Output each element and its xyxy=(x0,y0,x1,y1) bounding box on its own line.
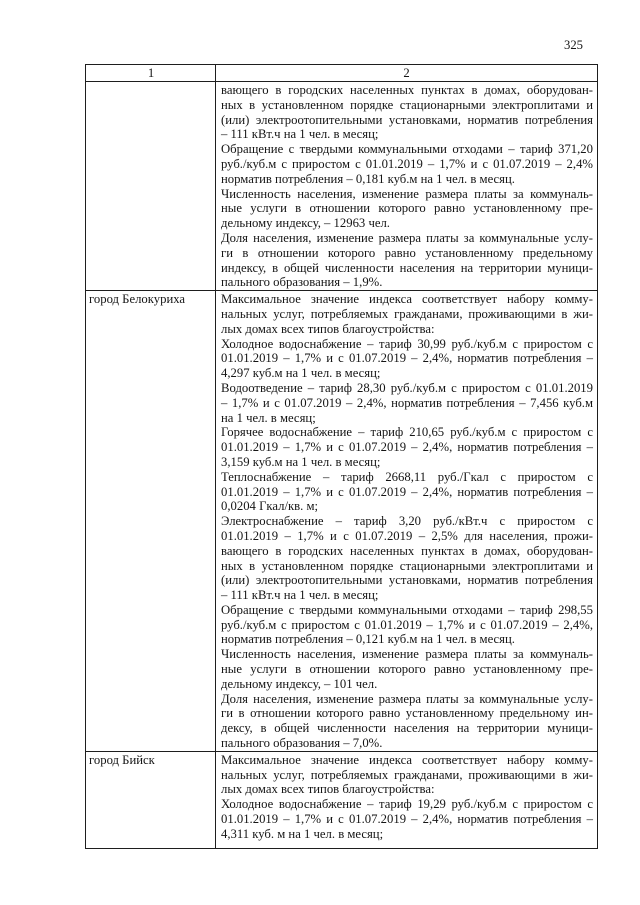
text-line: лых домах всех типов благоустройства: xyxy=(221,782,435,797)
text-line: вающего в городских населенных пунктах в домах, оборудован- xyxy=(221,543,593,558)
text-line: Теплоснабжение – тариф 2668,11 руб./Гкал с приростом с xyxy=(221,469,593,484)
paragraph xyxy=(221,647,593,691)
text-line: руб./куб.м с приростом с 01.01.2019 – 1,7% и с 01.07.2019 – 2,4%, xyxy=(221,617,593,632)
paragraph xyxy=(221,514,593,603)
paragraph xyxy=(221,187,593,231)
table-row xyxy=(86,751,598,848)
text-line: Доля населения, изменение размера платы за коммунальные услу- xyxy=(221,691,593,706)
text-line: 01.01.2019 – 1,7% и с 01.07.2019 – 2,4%, норматив потребления – xyxy=(221,351,593,366)
text-line: дексу, в общей численности населения на территории муници- xyxy=(221,721,593,736)
text-line: дельному индексу, – 101 чел. xyxy=(221,676,378,691)
text-line: Водоотведение – тариф 28,30 руб./куб.м с приростом с 01.01.2019 xyxy=(221,380,593,395)
paragraph xyxy=(221,231,593,290)
table-header-row xyxy=(86,65,598,82)
paragraph xyxy=(221,381,593,425)
text-line: – 111 кВт.ч на 1 чел. в месяц; xyxy=(221,127,379,142)
text-line: пального образования – 7,0%. xyxy=(221,736,383,751)
text-line: 4,311 куб. м на 1 чел. в месяц; xyxy=(221,826,384,841)
paragraph xyxy=(221,692,593,751)
text-line: Электроснабжение – тариф 3,20 руб./кВт.ч с приростом с xyxy=(221,514,593,529)
text-line: 0,0204 Гкал/кв. м; xyxy=(221,499,319,514)
text-line: 3,159 куб.м на 1 чел. в месяц; xyxy=(221,454,381,469)
text-line: лых домах всех типов благоустройства: xyxy=(221,321,435,336)
paragraph xyxy=(221,425,593,469)
text-line: – 1,7% и с 01.07.2019 – 2,4%, норматив потребления – 7,456 куб.м xyxy=(221,395,593,410)
text-line: Обращение с твердыми коммунальными отходами – тариф 371,20 xyxy=(221,142,593,157)
paragraph xyxy=(221,603,593,647)
text-line: дельному индексу, – 12963 чел. xyxy=(221,216,390,231)
header-cell-col2: 2 xyxy=(216,65,598,82)
header-cell-col1: 1 xyxy=(86,65,216,82)
description-cell xyxy=(216,82,598,291)
text-line: ных в установленном порядке стационарными электроплитами и xyxy=(221,558,593,573)
text-line: – 111 кВт.ч на 1 чел. в месяц; xyxy=(221,588,379,603)
text-line: ные услуги в отношении которого равно установленному пре- xyxy=(221,201,593,216)
text-line: норматив потребления – 0,181 куб.м на 1 чел. в месяц. xyxy=(221,171,515,186)
text-line: Доля населения, изменение размера платы за коммунальные услу- xyxy=(221,230,593,245)
municipality-name: город Бийск xyxy=(89,752,155,767)
text-line: Холодное водоснабжение – тариф 19,29 руб./куб.м с приростом с xyxy=(221,797,593,812)
text-line: пального образования – 1,9%. xyxy=(221,275,383,290)
page-number: 325 xyxy=(563,38,583,52)
text-line: ных в установленном порядке стационарными электроплитами и xyxy=(221,97,593,112)
table-row xyxy=(86,291,598,752)
text-line: ги в отношении которого равно установленному предельному ин- xyxy=(221,706,593,721)
text-line: 4,297 куб.м на 1 чел. в месяц; xyxy=(221,366,381,381)
paragraph xyxy=(221,797,593,841)
description-cell xyxy=(216,751,598,848)
text-line: нальных услуг, потребляемых гражданами, проживающими в жи- xyxy=(221,306,593,321)
paragraph xyxy=(221,292,593,336)
text-line: вающего в городских населенных пунктах в домах, оборудован- xyxy=(221,83,593,97)
municipality-cell xyxy=(86,751,216,848)
text-line: 01.01.2019 – 1,7% и с 01.07.2019 – 2,4%, норматив потребления – xyxy=(221,484,593,499)
text-line: нальных услуг, потребляемых гражданами, проживающими в жи- xyxy=(221,767,593,782)
text-line: (или) электроотопительными установками, норматив потребления xyxy=(221,573,593,588)
text-line: ные услуги в отношении которого равно установленному пре- xyxy=(221,662,593,677)
municipality-name: город Белокуриха xyxy=(89,292,186,307)
text-line: Численность населения, изменение размера платы за коммуналь- xyxy=(221,647,593,662)
text-line: 01.01.2019 – 1,7% и с 01.07.2019 – 2,4%, норматив потребления – xyxy=(221,440,593,455)
municipality-cell xyxy=(86,291,216,752)
text-line: индексу, в общей численности населения на территории муници- xyxy=(221,260,593,275)
paragraph xyxy=(221,83,593,142)
paragraph xyxy=(221,753,593,797)
municipality-cell xyxy=(86,82,216,291)
text-line: ги в отношении которого равно установленному предельному xyxy=(221,245,593,260)
text-line: руб./куб.м с приростом с 01.01.2019 – 1,7% и с 01.07.2019 – 2,4% xyxy=(221,156,593,171)
text-line: Максимальное значение индекса соответствует набору комму- xyxy=(221,752,593,767)
text-line: (или) электроотопительными установками, норматив потребления xyxy=(221,112,593,127)
text-line: Численность населения, изменение размера платы за коммуналь- xyxy=(221,186,593,201)
text-line: 01.01.2019 – 1,7% и с 01.07.2019 – 2,4%, норматив потребления – xyxy=(221,812,593,827)
text-line: 01.01.2019 – 1,7% и с 01.07.2019 – 2,5% для населения, прожи- xyxy=(221,528,593,543)
paragraph xyxy=(221,142,593,186)
text-line: на 1 чел. в месяц; xyxy=(221,410,316,425)
data-table xyxy=(85,64,598,849)
text-line: норматив потребления – 0,121 куб.м на 1 чел. в месяц. xyxy=(221,632,515,647)
description-cell xyxy=(216,291,598,752)
text-line: Горячее водоснабжение – тариф 210,65 руб./куб.м с приростом с xyxy=(221,425,593,440)
table-row xyxy=(86,82,598,291)
paragraph xyxy=(221,470,593,514)
text-line: Обращение с твердыми коммунальными отходами – тариф 298,55 xyxy=(221,602,593,617)
text-line: Максимальное значение индекса соответствует набору комму- xyxy=(221,292,593,307)
paragraph xyxy=(221,337,593,381)
text-line: Холодное водоснабжение – тариф 30,99 руб./куб.м с приростом с xyxy=(221,336,593,351)
